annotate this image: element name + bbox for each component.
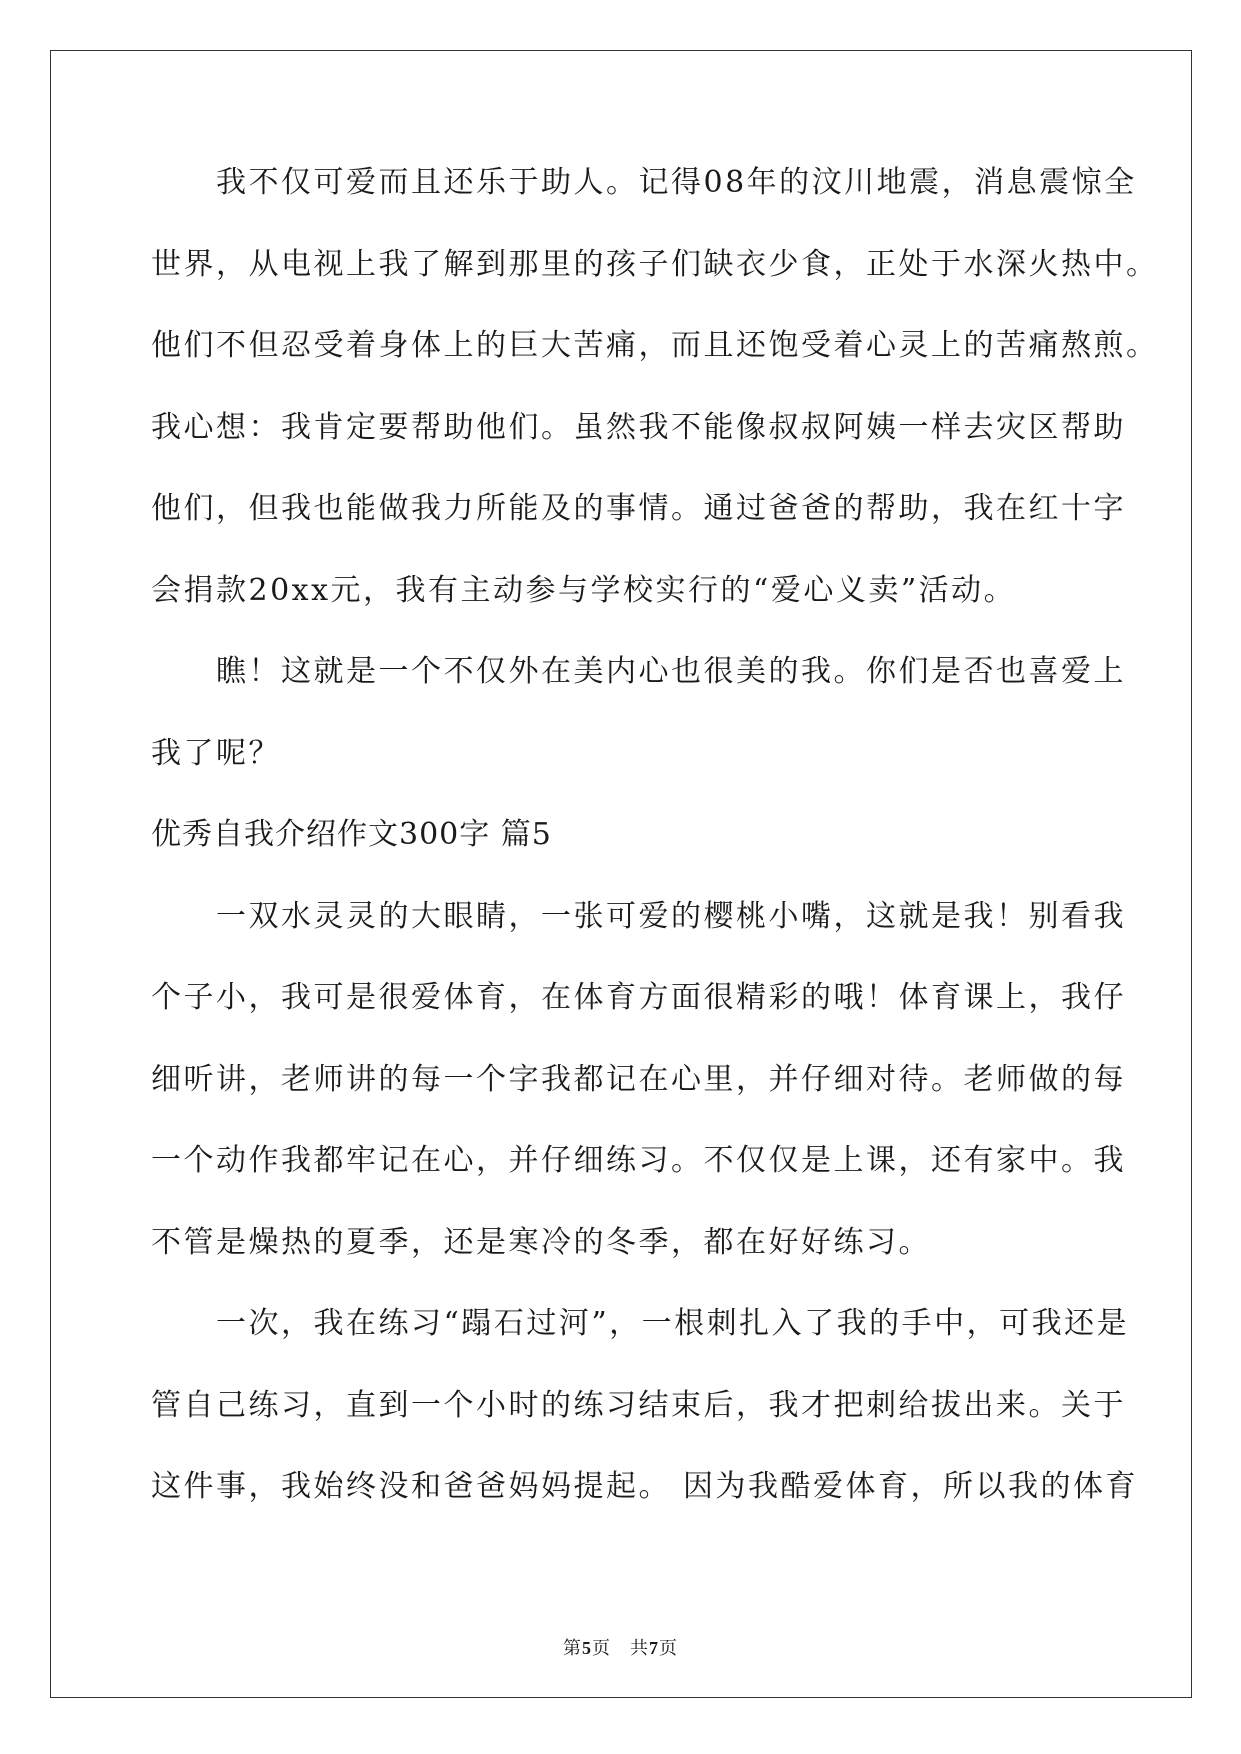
text-line: 我心想：我肯定要帮助他们。虽然我不能像叔叔阿姨一样去灾区帮助: [151, 409, 1126, 445]
text-line: 个子小，我可是很爱体育，在体育方面很精彩的哦！体育课上，我仔: [151, 980, 1126, 1015]
text-line: 这件事，我始终没和爸爸妈妈提起。 因为我酷爱体育，所以我的体育: [151, 1469, 1139, 1504]
text-line: 我了呢？: [151, 735, 281, 771]
document-body: [151, 158, 1159, 1544]
footer-prefix: 第: [563, 1638, 582, 1659]
text-line: 细听讲，老师讲的每一个字我都记在心里，并仔细对待。老师做的每: [151, 1061, 1126, 1097]
text-line: 不管是燥热的夏季，还是寒冷的冬季，都在好好练习。: [151, 1224, 931, 1260]
footer-suffix: 页: [659, 1638, 678, 1659]
text-line: 瞧！这就是一个不仅外在美内心也很美的我。你们是否也喜爱上: [151, 654, 1126, 689]
text-line: 一个动作我都牢记在心，并仔细练习。不仅仅是上课，还有家中。我: [151, 1143, 1126, 1178]
text-line: 一次，我在练习“蹋石过河”，一根刺扎入了我的手中，可我还是: [151, 1306, 1130, 1341]
text-line: 他们，但我也能做我力所能及的事情。通过爸爸的帮助，我在红十字: [151, 491, 1126, 526]
total-pages-number: 7: [649, 1638, 659, 1658]
current-page-number: 5: [582, 1638, 592, 1658]
section-heading: 优秀自我介绍作文300字 篇5: [151, 817, 552, 852]
text-line: 管自己练习，直到一个小时的练习结束后，我才把刺给拔出来。关于: [151, 1387, 1126, 1423]
text-line: 他们不但忍受着身体上的巨大苦痛，而且还饱受着心灵上的苦痛熬煎。: [151, 328, 1159, 363]
text-line: 会捐款20xx元，我有主动参与学校实行的“爱心义卖”活动。: [151, 572, 1017, 608]
text-line: 我不仅可爱而且还乐于助人。记得08年的汶川地震，消息震惊全: [151, 165, 1137, 200]
text-line: 世界，从电视上我了解到那里的孩子们缺衣少食，正处于水深火热中。: [151, 246, 1159, 282]
page-footer: [0, 1634, 1241, 1660]
text-line: 一双水灵灵的大眼睛，一张可爱的樱桃小嘴，这就是我！别看我: [151, 898, 1126, 934]
footer-middle: 页 共: [592, 1638, 649, 1659]
